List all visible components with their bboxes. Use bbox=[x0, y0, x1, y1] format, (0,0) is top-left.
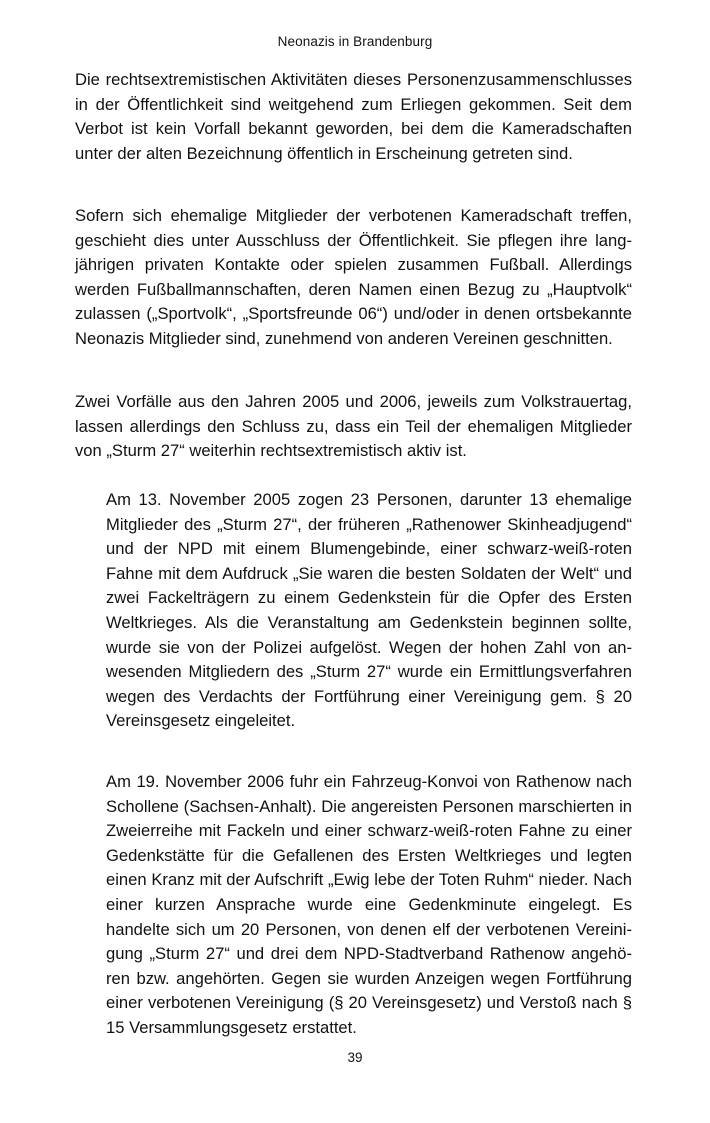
page-number: 39 bbox=[347, 1050, 363, 1065]
paragraph-5-quote: Am 19. November 2006 fuhr ein Fahrzeug-Konvoi von Rathenow nach Schollene (Sachsen-Anhalt). Die angereisten Personen marschierten in Zweierreihe mit Fackeln und einer schwarz-weiß-roten Fahne zu einer Gedenkstätte für die Gefallenen des Ersten Weltkrieges und legten einen Kranz mit der Aufschrift „Ewig lebe der Toten Ruhm“ nieder. Nach einer kurzen Ansprache wurde eine Gedenkminute eingelegt. Es handelte sich um 20 Personen, von denen elf der verbotenen Vereinigung „Sturm 27“ und drei dem NPD-Stadtverband Rathenow angehören bzw. angehörten. Gegen sie wurden Anzeigen wegen Fortführung einer verbotenen Vereinigung (§ 20 Vereinsgesetz) und Verstoß nach § 15 Versammlungsgesetz erstattet. bbox=[106, 772, 632, 1037]
paragraph-3: Zwei Vorfälle aus den Jahren 2005 und 2006, jeweils zum Volkstrauertag, lassen allerdings den Schluss zu, dass ein Teil der ehemaligen Mitglieder von „Sturm 27“ weiterhin rechtsextremistisch aktiv ist. bbox=[75, 392, 632, 461]
paragraph-1: Die rechtsextremistischen Aktivitäten dieses Personenzusammenschlusses in der Öffentlichkeit sind weitgehend zum Erliegen gekommen. Seit dem Verbot ist kein Vorfall bekannt geworden, bei dem die Kameradschaften unter der alten Bezeichnung öffentlich in Erscheinung getreten sind. bbox=[75, 70, 632, 163]
paragraph-4-quote: Am 13. November 2005 zogen 23 Personen, darunter 13 ehemalige Mitglieder des „Sturm 27“, der früheren „Rathenower Skinheadjugend“ und der NPD mit einem Blumengebinde, einer schwarz-weiß-roten Fahne mit dem Aufdruck „Sie waren die besten Soldaten der Welt“ und zwei Fackelträgern zu einem Gedenkstein für die Opfer des Ersten Weltkrieges. Als die Veranstaltung am Gedenkstein beginnen sollte, wurde sie von der Polizei aufgelöst. Wegen der hohen Zahl von anwesenden Mitgliedern des „Sturm 27“ wurde ein Ermittlungsverfahren wegen des Verdachts der Fortführung einer Vereinigung gem. § 20 Vereinsgesetz eingeleitet. bbox=[106, 490, 632, 731]
running-header: Neonazis in Brandenburg bbox=[277, 34, 433, 49]
paragraph-2: Sofern sich ehemalige Mitglieder der verbotenen Kameradschaft treffen, geschieht dies unter Ausschluss der Öffentlichkeit. Sie pflegen ihre langjährigen privaten Kontakte oder spielen zusammen Fußball. Allerdings werden Fußballmannschaften, deren Namen einen Bezug zu „Hauptvolk“ zulassen („Sportvolk“, „Sportsfreunde 06“) und/oder in denen ortsbekannte Neonazis Mitglieder sind, zunehmend von anderen Vereinen geschnitten. bbox=[75, 206, 632, 348]
